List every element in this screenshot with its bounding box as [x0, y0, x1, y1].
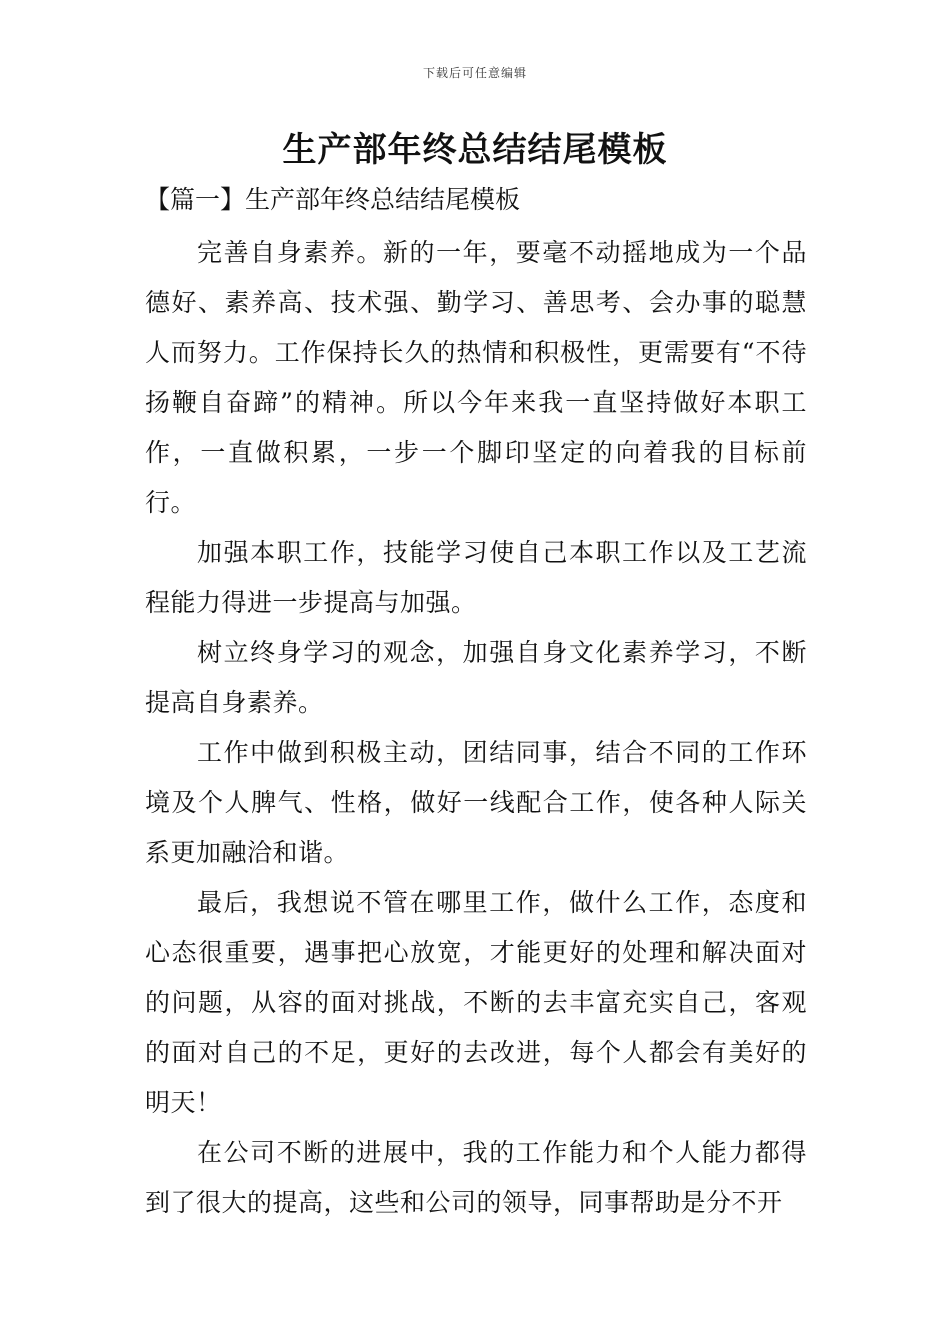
- body-text: [145, 228, 807, 1228]
- paragraph: 加强本职工作，技能学习使自己本职工作以及工艺流程能力得进一步提高与加强。: [145, 538, 807, 617]
- paragraph: 最后，我想说不管在哪里工作，做什么工作，态度和心态很重要，遇事把心放宽，才能更好的处理和解决面对的问题，从容的面对挑战，不断的去丰富充实自己，客观的面对自己的不足，更好的去改进，每个人都会有美好的明天！: [145, 888, 807, 1117]
- paragraph: 工作中做到积极主动，团结同事，结合不同的工作环境及个人脾气、性格，做好一线配合工作，使各种人际关系更加融洽和谐。: [145, 738, 807, 867]
- document-title: 生产部年终总结结尾模板: [282, 130, 668, 170]
- paragraph: 在公司不断的进展中，我的工作能力和个人能力都得到了很大的提高，这些和公司的领导，同事帮助是分不开: [145, 1138, 807, 1217]
- header-note: 下载后可任意编辑: [422, 66, 527, 80]
- section-heading: 【篇一】生产部年终总结结尾模板: [145, 185, 521, 214]
- paragraph: 树立终身学习的观念，加强自身文化素养学习，不断提高自身素养。: [145, 638, 807, 717]
- paragraph: 完善自身素养。新的一年，要毫不动摇地成为一个品德好、素养高、技术强、勤学习、善思考、会办事的聪慧人而努力。工作保持长久的热情和积极性，更需要有“不待扬鞭自奋蹄”的精神。所以今年来我一直坚持做好本职工作，一直做积累，一步一个脚印坚定的向着我的目标前行。: [145, 238, 807, 517]
